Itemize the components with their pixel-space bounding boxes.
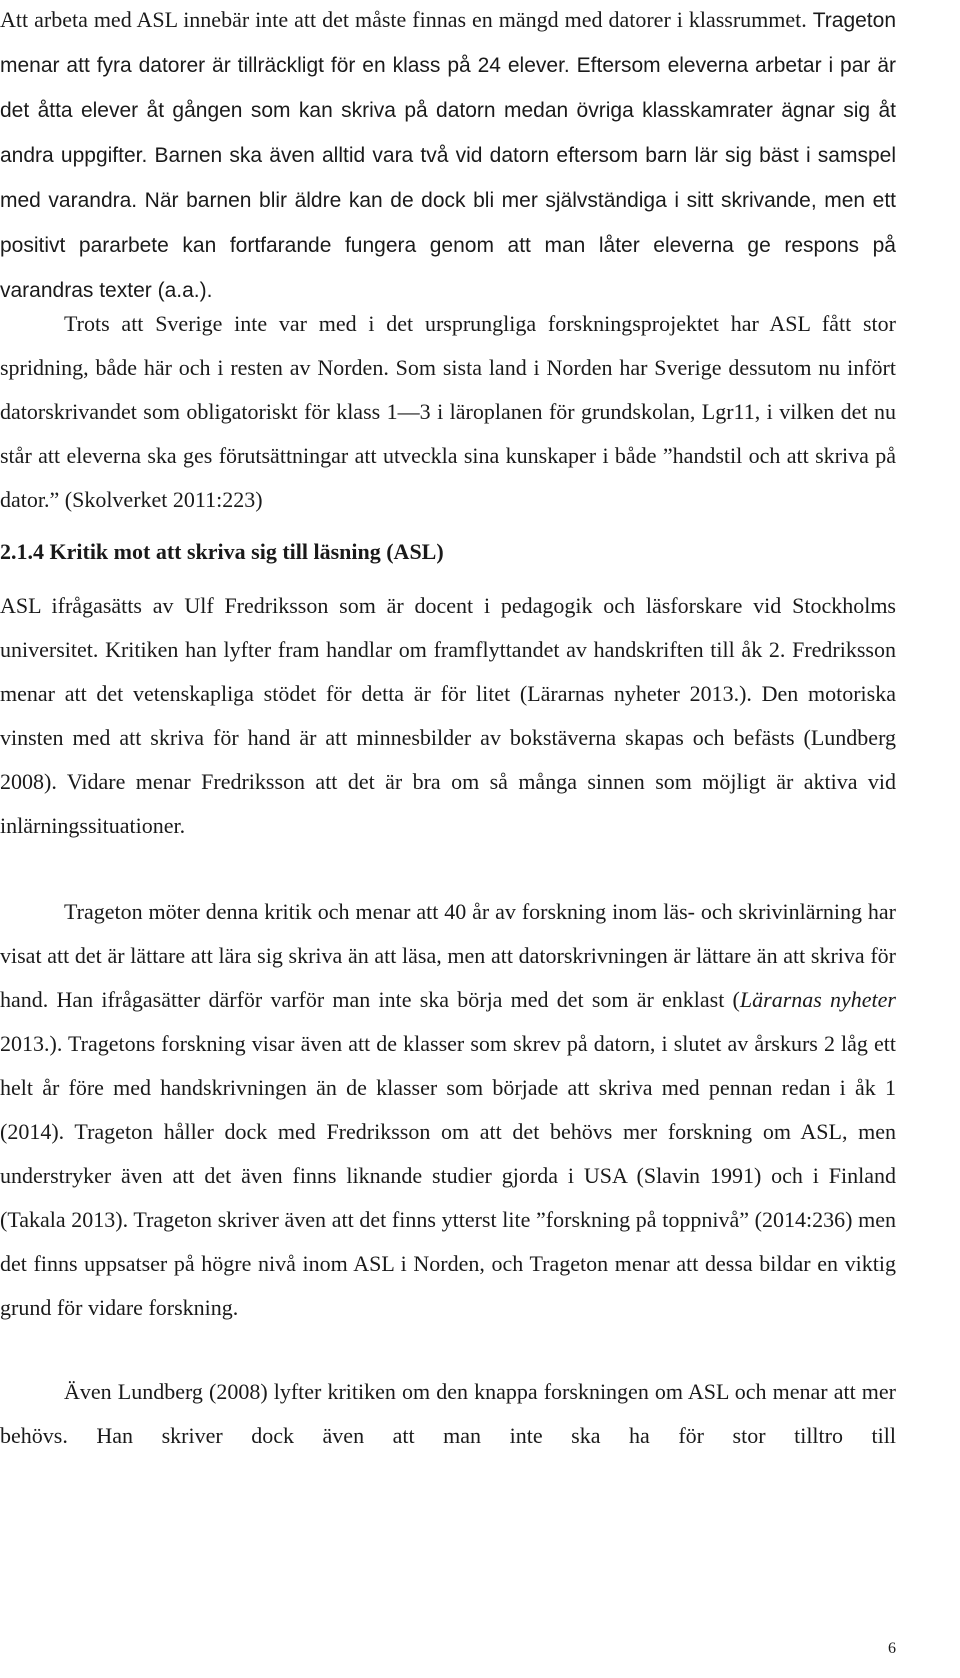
paragraph-3: ASL ifrågasätts av Ulf Fredriksson som är docent i pedagogik och läsforskare vid Stockholms universitet. Kritiken han lyfter fram handlar om framflyttandet av handskriften till åk 2. Fredriksson menar att det vetenskapliga stödet för detta är för litet (Lärarnas nyheter 2013.). Den motoriska vinsten med att skriva för hand är att minnesbilder av bokstäverna skapas och befästs (Lundberg 2008). Vidare menar Fredriksson att det är bra om så många sinnen som möjligt är aktiva vid inlärningssituationer. [0,593,896,838]
paragraph-4-italic-source: Lärarnas nyheter [739,987,896,1012]
paragraph-2: Trots att Sverige inte var med i det ursprungliga forskningsprojektet har ASL fått stor spridning, både här och i resten av Norden. Som sista land i Norden har Sverige dessutom nu infört datorskrivandet som obligatoriskt för klass 1—3 i läroplanen för grundskolan, Lgr11, i vilken det nu står att eleverna ska ges förutsättningar att utveckla sina kunskaper i både ”handstil och att skriva på dator.” (Skolverket 2011:223) [0,311,896,512]
section-heading: 2.1.4 Kritik mot att skriva sig till läsning (ASL) [0,539,444,564]
paragraph-5: Även Lundberg (2008) lyfter kritiken om den knappa forskningen om ASL och menar att mer behövs. Han skriver dock även att man inte ska ha för stor tilltro till [0,1379,896,1448]
paragraph-1 [0,0,896,313]
paragraph-4-part-b: 2013.). Tragetons forskning visar även att de klasser som skrev på datorn, i slutet av årskurs 2 låg ett helt år före med handskrivningen än de klasser som började att skriva med pennan redan i åk 1 (2014). Trageton håller dock med Fredriksson om att det behövs mer forskning om ASL, men understryker även att det även finns liknande studier gjorda i USA (Slavin 1991) och i Finland (Takala 2013). Trageton skriver även att det finns ytterst lite ”forskning på toppnivå” (2014:236) men det finns uppsatser på högre nivå inom ASL i Norden, och Trageton menar att dessa bildar en viktig grund för vidare forskning. [0,1031,896,1320]
paragraph-1-sentence-a: Att arbeta med ASL innebär inte att det måste finnas en mängd med datorer i klassrummet. [0,7,807,32]
page-number: 6 [888,1640,896,1657]
paragraph-1-sentence-b: Trageton menar att fyra datorer är tillräckligt för en klass på 24 elever. Eftersom eleverna arbetar i par är det åtta elever åt gången som kan skriva på datorn medan övriga klasskamrater ägnar sig åt andra uppgifter. [0,9,896,167]
paragraph-4-part-a: Trageton möter denna kritik och menar att 40 år av forskning inom läs- och skrivinlärning har visat att det är lättare att lära sig skriva än att läsa, men att datorskrivningen är lättare än att skriva för hand. Han ifrågasätter därför varför man inte ska börja med det som är enklast ( [0,899,896,1012]
paragraph-1-sentence-c: Barnen ska även alltid vara två vid datorn eftersom barn lär sig bäst i samspel med varandra. När barnen blir äldre kan de dock bli mer självständiga i sitt skrivande, men ett positivt pararbete kan fortfarande fungera genom att man låter eleverna ge respons på varandras texter (a.a.). [0,144,896,302]
paragraph-4 [0,890,896,1330]
